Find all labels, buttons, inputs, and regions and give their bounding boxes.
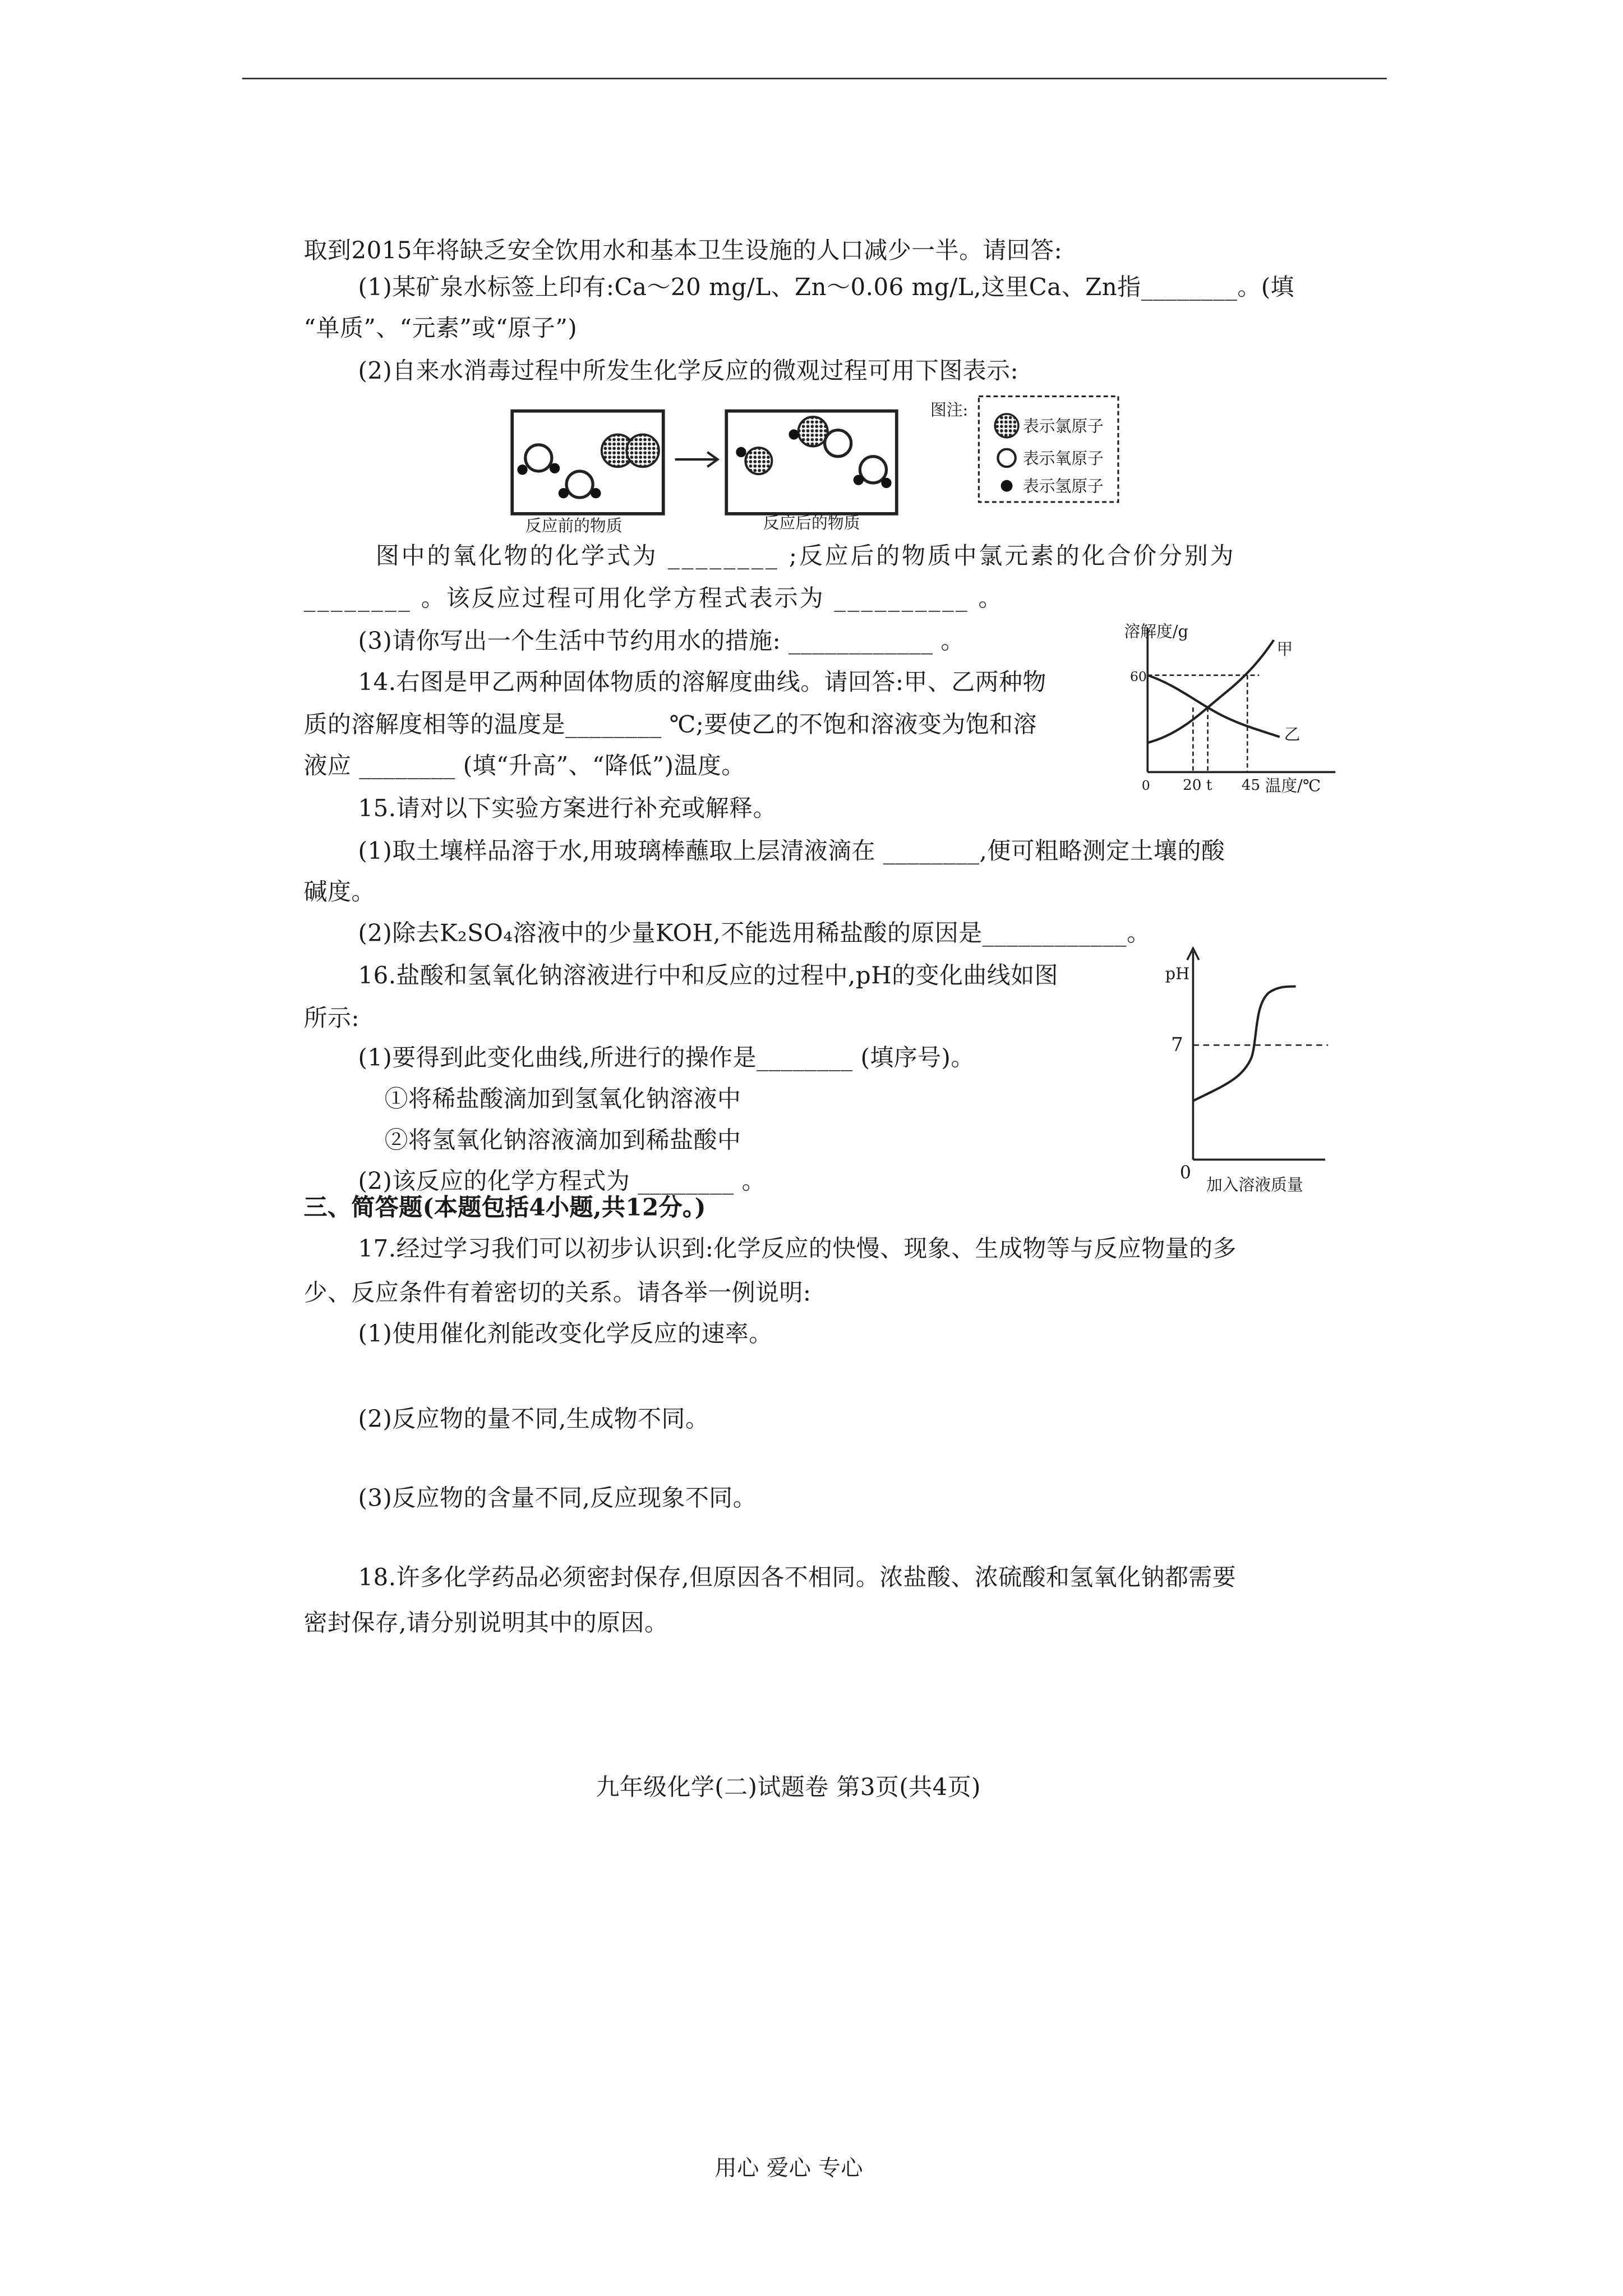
legend-item-oxygen: 表示氧原子 <box>1022 449 1104 468</box>
q16-part2: (2)该反应的化学方程式为 ________ 。 <box>358 1167 766 1195</box>
q15-part2: (2)除去K₂SO₄溶液中的少量KOH,不能选用稀盐酸的原因是____________。 <box>358 919 1151 947</box>
legend-item-hydrogen: 表示氢原子 <box>1022 477 1104 496</box>
q16-line2: 所示: <box>303 1004 360 1032</box>
q18-line2: 密封保存,请分别说明其中的原因。 <box>303 1608 668 1637</box>
q16-option2: ②将氢氧化钠溶液滴加到稀盐酸中 <box>384 1126 741 1154</box>
q14-line2: 质的溶解度相等的温度是________ ℃;要使乙的不饱和溶液变为饱和溶 <box>303 710 1037 739</box>
q13-part2-question-line2: ________ 。该反应过程可用化学方程式表示为 __________ 。 <box>303 584 1004 613</box>
ph-curve <box>1193 986 1295 1101</box>
hclo-molecule <box>789 417 851 457</box>
q17-part3: (3)反应物的含量不同,反应现象不同。 <box>358 1484 757 1512</box>
solubility-ytick-60: 60 <box>1129 670 1147 685</box>
q16-option1: ①将稀盐酸滴加到氢氧化钠溶液中 <box>384 1084 741 1113</box>
solubility-xlabel: 温度/℃ <box>1265 776 1321 796</box>
before-caption: 反应前的物质 <box>525 517 623 536</box>
q18-line1: 18.许多化学药品必须密封保存,但原因各不相同。浓盐酸、浓硫酸和氢氧化钠都需要 <box>358 1563 1237 1591</box>
ph-ytick-7: 7 <box>1171 1034 1183 1057</box>
q13-part3: (3)请你写出一个生活中节约用水的措施: ____________ 。 <box>358 627 965 655</box>
intro-text: 取到2015年将缺乏安全饮用水和基本卫生设施的人口减少一半。请回答: <box>303 236 1063 265</box>
motto-footer: 用心 爱心 专心 <box>714 2155 863 2182</box>
hcl-molecule <box>736 447 772 474</box>
q13-part2: (2)自来水消毒过程中所发生化学反应的微观过程可用下图表示: <box>358 356 1019 385</box>
ph-xlabel: 加入溶液质量 <box>1206 1175 1303 1195</box>
q17-line2: 少、反应条件有着密切的关系。请各举一例说明: <box>303 1278 811 1306</box>
chlorine-molecule <box>602 435 659 467</box>
reaction-arrow <box>675 452 718 467</box>
ph-ylabel: pH <box>1165 964 1190 984</box>
q16-part1: (1)要得到此变化曲线,所进行的操作是________ (填序号)。 <box>358 1043 975 1072</box>
q15-line1: 15.请对以下实验方案进行补充或解释。 <box>358 794 777 822</box>
q17-line1: 17.经过学习我们可以初步认识到:化学反应的快慢、现象、生成物等与反应物量的多 <box>358 1234 1237 1263</box>
top-rule <box>242 78 1387 80</box>
q16-line1: 16.盐酸和氢氧化钠溶液进行中和反应的过程中,pH的变化曲线如图 <box>358 961 1059 990</box>
q13-part1-line1: (1)某矿泉水标签上印有:Ca～20 mg/L、Zn～0.06 mg/L,这里Ca、Zn指________。(填 <box>358 273 1294 301</box>
legend-title: 图注: <box>930 401 969 420</box>
legend-item-chlorine: 表示氯原子 <box>1022 417 1104 436</box>
q14-line3: 液应 ________ (填“升高”、“降低”)温度。 <box>303 751 745 780</box>
q13-part1-line2: “单质”、“元素”或“原子”) <box>303 314 578 342</box>
q17-part2: (2)反应物的量不同,生成物不同。 <box>358 1405 709 1433</box>
series-jia-curve <box>1147 640 1274 743</box>
q15-part1-line1: (1)取土壤样品溶于水,用玻璃棒蘸取上层清液滴在 ________,便可粗略测定土壤的酸 <box>358 836 1225 865</box>
q14-line1: 14.右图是甲乙两种固体物质的溶解度曲线。请回答:甲、乙两种物 <box>358 668 1046 696</box>
solubility-origin: 0 <box>1141 779 1150 794</box>
q17-part1: (1)使用催化剂能改变化学反应的速率。 <box>358 1319 773 1348</box>
solubility-xtick-t: t <box>1206 777 1212 794</box>
series-yi-label: 乙 <box>1284 725 1301 744</box>
solubility-xtick-20: 20 <box>1183 777 1202 794</box>
q15-part1-line2: 碱度。 <box>303 877 375 906</box>
ph-origin: 0 <box>1179 1162 1191 1184</box>
water-molecule <box>559 471 601 498</box>
ph-chart <box>1166 940 1343 1175</box>
legend-hydrogen-icon <box>1001 480 1013 492</box>
water-molecule <box>854 457 892 488</box>
legend-chlorine-icon <box>995 414 1018 438</box>
solubility-chart <box>1115 616 1350 800</box>
page-footer: 九年级化学(二)试题卷 第3页(共4页) <box>596 1773 981 1801</box>
series-yi-curve <box>1147 675 1280 737</box>
water-molecule <box>517 445 560 475</box>
section3-heading: 三、简答题(本题包括4小题,共12分。) <box>303 1193 706 1222</box>
q13-part2-question-line1: 图中的氧化物的化学式为 ________ ;反应后的物质中氯元素的化合价分别为 <box>375 541 1236 570</box>
after-caption: 反应后的物质 <box>763 513 860 533</box>
solubility-xtick-45: 45 <box>1241 777 1261 794</box>
solubility-ylabel: 溶解度/g <box>1124 622 1188 642</box>
legend-oxygen-icon <box>998 449 1015 467</box>
series-jia-label: 甲 <box>1276 639 1293 659</box>
